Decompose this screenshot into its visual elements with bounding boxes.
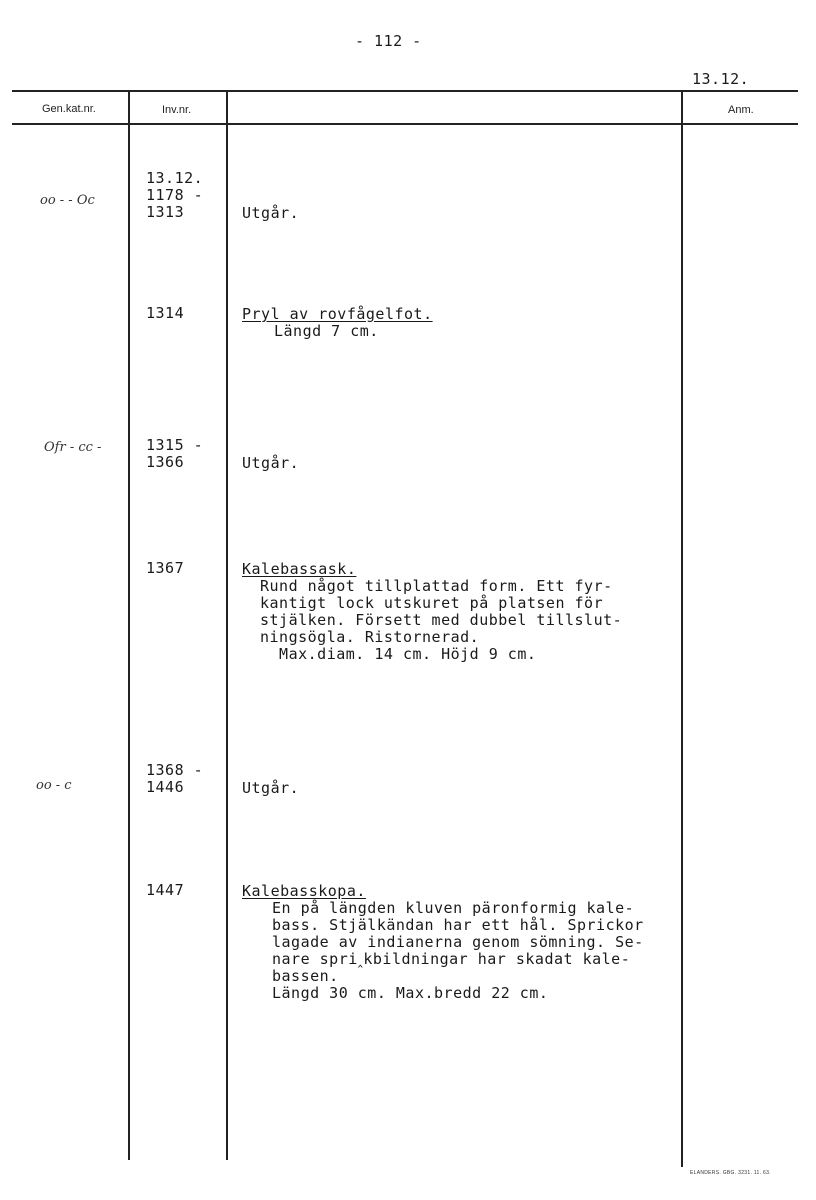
description-line: nare spri‸kbildningar har skadat kale- [272,950,631,968]
entry-description [260,578,622,663]
printer-footer: ELANDERS. GBG. 3231. 11. 63. [690,1170,771,1176]
entry-description [274,323,379,340]
inv-number [146,882,184,899]
description-line: Längd 30 cm. Max.bredd 22 cm. [272,984,549,1002]
page-number: - 112 - [355,32,422,50]
entry-title-text: Utgår. [242,204,300,222]
description-line: bassen. [272,967,339,985]
column-rule-3 [681,92,683,1167]
gen-kat-handwritten-note: oo - c [36,778,72,793]
header-anm: Anm. [728,104,754,116]
page-date: 13.12. [692,70,750,88]
description-line: stjälken. Försett med dubbel tillslut- [260,611,623,629]
inv-number-line: 1368 - [146,761,204,779]
description-line: kantigt lock utskuret på platsen för [260,594,604,612]
gen-kat-handwritten-note: oo - - Oc [40,193,95,208]
header-inv-nr: Inv.nr. [162,104,192,116]
inv-number-line: 13.12. [146,169,204,187]
entry-title [242,882,366,900]
inv-number [146,305,184,322]
description-line: Rund något tillplattad form. Ett fyr- [260,577,613,595]
inv-number [146,437,203,471]
entry-title [242,560,356,578]
entry-title-text: Utgår. [242,454,300,472]
entry-title [242,454,299,472]
inv-number-line: 1446 [146,778,185,796]
entry-description [272,900,644,1002]
inv-number-line: 1315 - [146,436,204,454]
entry-title [242,305,433,323]
inv-number-line: 1314 [146,304,185,322]
header-gen-kat-nr: Gen.kat.nr. [42,103,96,115]
entry-title [242,204,299,222]
inv-number-line: 1447 [146,881,185,899]
description-line: En på längden kluven päronformig kale- [272,899,635,917]
gen-kat-handwritten-note: Ofr - cc - [44,440,102,455]
inv-number-line: 1367 [146,559,185,577]
entry-title-text: Kalebassask. [242,560,357,578]
description-line: ningsögla. Ristornerad. [260,628,480,646]
inv-number-line: 1178 - [146,186,204,204]
description-line: lagade av indianerna genom sömning. Se- [272,933,644,951]
entry-title-text: Kalebasskopa. [242,882,366,900]
description-line: Max.diam. 14 cm. Höjd 9 cm. [260,645,537,663]
inv-number [146,170,203,221]
description-line: Längd 7 cm. [274,322,379,340]
column-rule-2 [226,92,228,1160]
inv-number [146,762,203,796]
inv-number-line: 1366 [146,453,185,471]
inv-number-line: 1313 [146,203,185,221]
description-line: bass. Stjälkändan har ett hål. Sprickor [272,916,644,934]
entry-title-text: Pryl av rovfågelfot. [242,305,433,323]
column-rule-1 [128,92,130,1160]
entry-title [242,779,299,797]
inv-number [146,560,184,577]
entry-title-text: Utgår. [242,779,300,797]
